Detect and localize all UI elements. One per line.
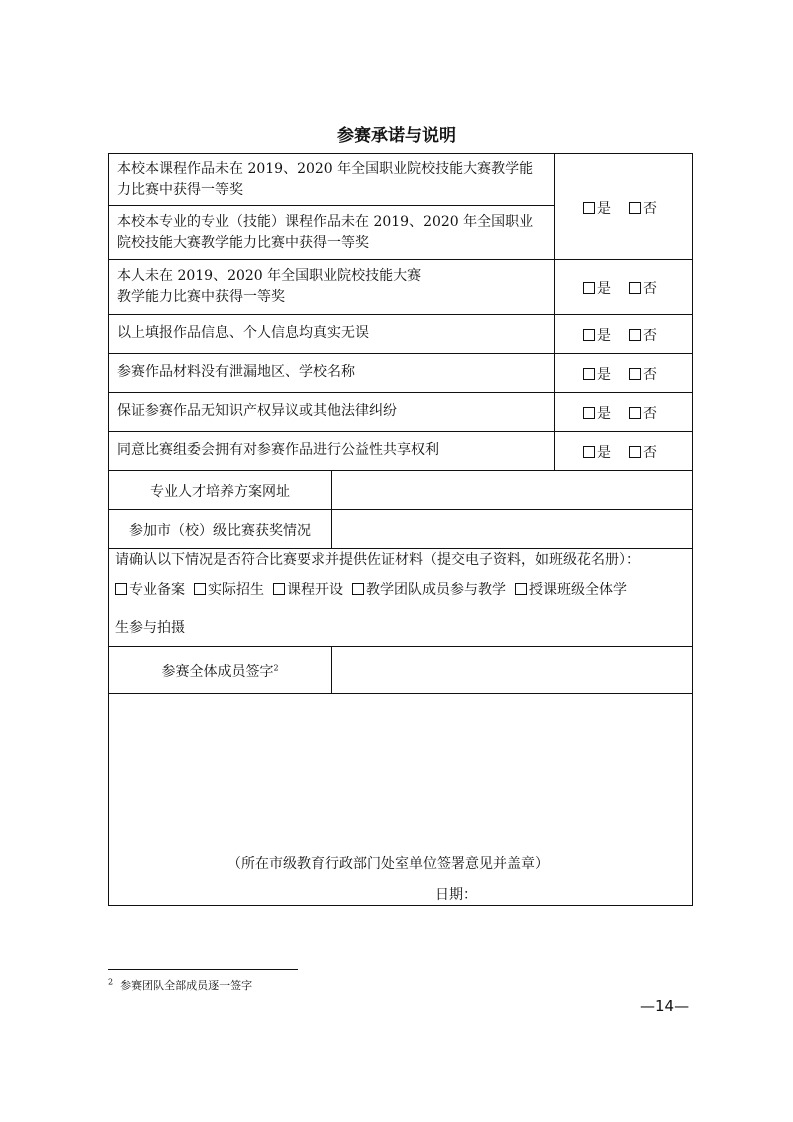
footnote-ref: 2 bbox=[273, 663, 279, 673]
yes-no-group-6: 是 否 bbox=[583, 403, 657, 423]
commitment-row-5: 参赛作品材料没有泄漏地区、学校名称 bbox=[117, 364, 355, 380]
commitment-row-1: 本校本课程作品未在 2019、2020 年全国职业院校技能大赛教学能力比赛中获得一等奖 bbox=[117, 161, 534, 198]
signature-field[interactable] bbox=[332, 647, 692, 693]
confirm-continuation: 生参与拍摄 bbox=[115, 620, 185, 636]
checkbox-yes-6[interactable] bbox=[583, 407, 595, 419]
city-award-field[interactable] bbox=[332, 510, 692, 548]
commitment-row-2: 本校本专业的专业（技能）课程作品未在 2019、2020 年全国职业院校技能大赛教学能力比赛中获得一等奖 bbox=[117, 214, 534, 251]
city-award-label: 参加市（校）级比赛获奖情况 bbox=[129, 523, 311, 539]
footnote-divider bbox=[108, 969, 298, 970]
confirm-prompt: 请确认以下情况是否符合比赛要求并提供佐证材料（提交电子资料，如班级花名册）： bbox=[115, 552, 640, 568]
checkbox-no-3[interactable] bbox=[629, 282, 641, 294]
checkbox-yes-7[interactable] bbox=[583, 446, 595, 458]
checkbox-no-4[interactable] bbox=[629, 329, 641, 341]
footnote: $^2$ 参赛团队全部成员逐一签字 bbox=[108, 977, 253, 992]
yes-no-group-7: 是 否 bbox=[583, 442, 657, 462]
checkbox-yes-5[interactable] bbox=[583, 368, 595, 380]
checkbox-yes-1[interactable] bbox=[583, 202, 595, 214]
document-title: 参赛承诺与说明 bbox=[337, 126, 456, 146]
yes-no-group-5: 是 否 bbox=[583, 364, 657, 384]
checkbox-no-7[interactable] bbox=[629, 446, 641, 458]
commitment-row-3: 本人未在 2019、2020 年全国职业院校技能大赛 教学能力比赛中获得一等奖 bbox=[117, 268, 422, 305]
commitment-row-6: 保证参赛作品无知识产权异议或其他法律纠纷 bbox=[117, 403, 397, 419]
checkbox-team-teaching[interactable] bbox=[352, 583, 364, 595]
commitment-row-4: 以上填报作品信息、个人信息均真实无误 bbox=[117, 325, 369, 341]
approval-area[interactable] bbox=[110, 694, 692, 854]
checkbox-yes-3[interactable] bbox=[583, 282, 595, 294]
checkbox-yes-4[interactable] bbox=[583, 329, 595, 341]
confirm-options: 专业备案 实际招生 课程开设 教学团队成员参与教学 授课班级全体学 bbox=[115, 580, 693, 601]
approval-note: （所在市级教育行政部门处室单位签署意见并盖章） bbox=[227, 856, 549, 872]
yes-no-group-1: 是 否 bbox=[583, 198, 657, 218]
checkbox-no-6[interactable] bbox=[629, 407, 641, 419]
yes-no-group-3: 是 否 bbox=[583, 278, 657, 298]
commitment-row-7: 同意比赛组委会拥有对参赛作品进行公益性共享权利 bbox=[117, 442, 439, 458]
date-label: 日期： bbox=[435, 887, 477, 903]
checkbox-class-filming[interactable] bbox=[515, 583, 527, 595]
checkbox-actual-enrollment[interactable] bbox=[194, 583, 206, 595]
page-number: —14— bbox=[640, 997, 690, 1015]
commitment-table bbox=[108, 153, 693, 906]
checkbox-no-1[interactable] bbox=[629, 202, 641, 214]
checkbox-course-offered[interactable] bbox=[273, 583, 285, 595]
plan-url-label: 专业人才培养方案网址 bbox=[150, 484, 290, 500]
plan-url-field[interactable] bbox=[332, 471, 692, 509]
checkbox-major-filing[interactable] bbox=[115, 583, 127, 595]
yes-no-group-4: 是 否 bbox=[583, 325, 657, 345]
signature-label: 参赛全体成员签字$^2$ bbox=[161, 663, 279, 680]
checkbox-no-5[interactable] bbox=[629, 368, 641, 380]
